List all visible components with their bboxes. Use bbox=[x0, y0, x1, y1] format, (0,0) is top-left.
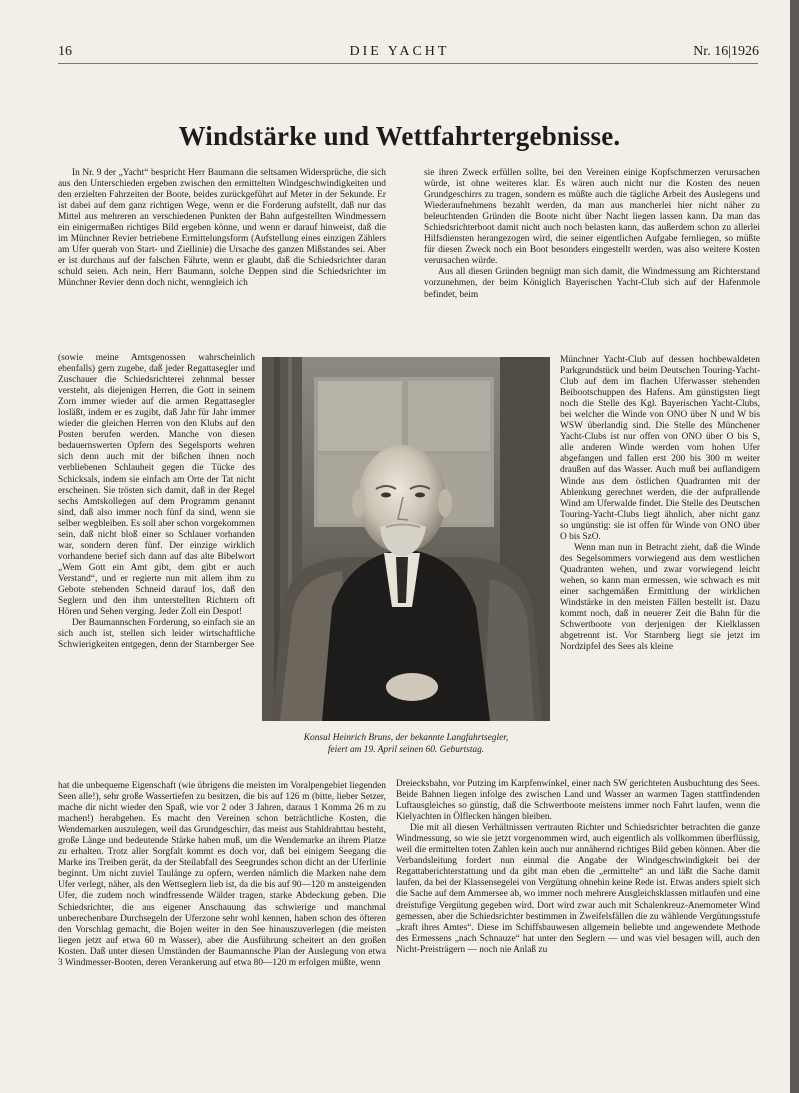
magazine-title: DIE YACHT bbox=[349, 44, 450, 59]
left-column-top bbox=[58, 168, 386, 356]
portrait-photo bbox=[262, 357, 550, 721]
paragraph: (sowie meine Amtsgenossen wahrscheinlich ebenfalls) gern zugebe, daß jeder Regattasegler und Zuschauer die Schiedsrichterei zehnmal besser versteht, als diejenigen Herren, die Gott in seinem Zorn immer wieder auf die armen Regattasegler losläßt, indem er es zugibt, daß Jahr für Jahr immer wieder die gleichen Herren von den Klubs auf den Posten berufen werden. Manche von diesen bedauernswerten Opfern des Segelsports wehren sich denn auch mit der bißchen ihnen noch verbliebenen Schlauheit gegen die Tücke des Schicksals, indem sie einfach am Orte der Tat nicht erscheinen. Sie trösten sich damit, daß in der Regel sechs Amtskollegen auf dem Programm genannt sind, daß also immer noch fünf da sind, wenn sie selber wegbleiben. Es soll aber schon vorgekommen sein, daß nicht bloß einer so Schlauer vorhanden war, sondern deren fünf. Der einzige wirklich vorhandene berief sich dann auf das alte Bibelwort „Wem Gott ein Amt gibt, dem gibt er auch Verstand“, und er regierte nun mit allem ihm zu Gebote stehenden Schneid darauf los, daß den Seglern und den ihm unterstellten Richtern oft Hören und Sehen verging. Jeder Zoll ein Despot! bbox=[58, 353, 255, 618]
paragraph: Die mit all diesen Verhältnissen vertrauten Richter und Schiedsrichter betrachten die ganze Windmessung, so wie sie jetzt vorgenommen wird, auch eigentlich als vollkommen überflüssig, weil die ermittelten toten Zahlen kein auch nur annähernd richtiges Bild geben können. Aber die Verbandsleitung fordert nun einmal die Angabe der Windgeschwindigkeit bei der Regattaberichterstattung und da gibt man eben die „ermittelte“ an und läßt die Sache damit laufen, da bei der Klassensegelei von Vergütung ohnehin keine Rede ist. Etwas anders spielt sich die Sache auf dem Ammersee ab, wo immer noch mehrere Ausgleichsklassen mitlaufen und eine dreistufige Vergütung gegeben wird. Dort wird zwar auch mit Schalenkreuz-Anemometer Wind gemessen, aber die Schiedsrichter bestimmen in Zweifelsfällen die zu wählende Vergütungsstufe „kraft ihres Amtes“. Diese im Schiffsbauwesen allgemein beliebte und angewendete Methode des Ermessens „nach Schnauze“ hat unter den Seglern — und was viel besagen will, auch den Nicht-Preisträgern — noch nie Anlaß zu bbox=[396, 823, 760, 955]
left-column-narrow bbox=[58, 353, 255, 779]
paragraph: Der Baumannschen Forderung, so einfach sie an sich auch ist, stellen sich leider wirtschaftliche Schwierigkeiten entgegen, denn der Starnberger See bbox=[58, 618, 255, 651]
caption-line: feiert am 19. April seinen 60. Geburtstag. bbox=[327, 744, 485, 755]
caption-line: Konsul Heinrich Bruns, der bekannte Langfahrtsegler, bbox=[303, 733, 509, 743]
header-rule bbox=[58, 63, 758, 64]
right-column-top bbox=[424, 168, 760, 355]
paragraph: In Nr. 9 der „Yacht“ bespricht Herr Baumann die seltsamen Widersprüche, die sich aus den Unterschieden ergeben zwischen den ermittelten Windgeschwindigkeiten und den erzielten Fahrzeiten der Boote, beides zurückgeführt auf Meter in der Sekunde. Er ist dabei auf dem ganz richtigen Wege, wenn er die Forderung aufstellt, daß nur das Mittel aus mehreren an verschiedenen Punkten der Bahn aufgestellten Windmessern ein einigermaßen richtiges Bild ergeben könne, und wenn er darauf hinweist, daß die im Münchner Revier betriebene Ermittelungsform (Aufstellung eines einzigen Zählers am Ufer querab von Start- und Ziellinie) die Ursache des ganzen Mißstandes sei. Aber er ist durchaus auf der falschen Fährte, wenn er glaubt, daß die Schiedsrichter daran schuld seien. Ach nein, Herr Baumann, solche Deppen sind die Schiedsrichter im Münchner Revier denn doch nicht, wenngleich ich bbox=[58, 168, 386, 289]
scan-edge bbox=[790, 0, 799, 1093]
page-number: 16 bbox=[58, 44, 72, 59]
paragraph: Aus all diesen Gründen begnügt man sich damit, die Windmessung am Richterstand vorzunehmen, der beim Königlich Bayerischen Yacht-Club sich auf der Hafenmole befindet, beim bbox=[424, 267, 760, 300]
right-column-narrow bbox=[560, 355, 760, 776]
paragraph: hat die unbequeme Eigenschaft (wie übrigens die meisten im Voralpengebiet liegenden Seen alle!), sehr große Wassertiefen zu besitzen, die bis auf 126 m (bitte, lieber Setzer, mache dir nicht wieder den Spaß, wie vor 2 oder 3 Jahren, daraus 1 Komma 26 m zu machen!) herabgehen. Es macht den Vereinen schon beträchtliche Kosten, die Wendemarken auszulegen, weil das Grundgeschirr, das meist aus Stahldrahttau besteht, große Länge und bedeutende Stärke haben muß, um die Wendemarke an ihrem Platze zu erhalten. Trotz aller Sorgfalt kommt es doch vor, daß bei einigem Seegang die Marke ins Treiben gerät, da der Steilabfall des Seegrundes schon dicht an der Uferlinie beginnt. Um nicht zuviel Taulänge zu opfern, werden nämlich die Marken nahe dem Ufer verlegt, näher, als den Wettseglern lieb ist, da die bis auf 90—120 m ansteigenden Ufer, die zudem noch windfressende Wälder tragen, starke Abdeckung geben. Die Schiedsrichter, die aus eigener Anschauung das schwierige und manchmal unberechenbare Durchsegeln der Uferzone sehr wohl kennen, haben schon des öfteren den Vorschlag gemacht, die Bojen weiter in den See hinauszuverlegen (die meisten liegen jetzt auf etwa 60 m Wasser), aber die Ausführung scheitert an den großen Kosten. Daß unter diesen Umständen der Baumannsche Plan der Auslegung von etwa 3 Windmesser-Booten, deren Verankerung auf etwa 80—120 m erfolgen müßte, wenn bbox=[58, 781, 386, 968]
photo-caption bbox=[262, 733, 550, 756]
right-column-bottom bbox=[396, 779, 760, 1081]
paragraph: Dreiecksbahn, vor Putzing im Karpfenwinkel, einer nach SW gerichteten Ausbuchtung des Sees. Beide Bahnen liegen infolge des zwischen Land und Wasser an warmen Tagen stattfindenden Luftausgleiches so günstig, daß die Schwertboote meistens immer noch Fahrt laufen, wenn die Kielyachten in Ölflecken hängen bleiben. bbox=[396, 779, 760, 823]
paragraph: Wenn man nun in Betracht zieht, daß die Winde des Segelsommers vorwiegend aus dem westlichen Quadranten wehen, und zwar vorwiegend leicht wehen, so kann man ermessen, wie schwach es mit einer sachgemäßen Ermittlung der wirklichen Windstärke in den meisten Fällen bestellt ist. Dazu kommt noch, daß in neuerer Zeit die Bahn für die Schwertboote von derjenigen der Kielklassen abgetrennt ist. Vor Starnberg liegt sie jetzt im Nordzipfel des Sees als kleine bbox=[560, 542, 760, 653]
paragraph: Münchner Yacht-Club auf dessen hochbewaldeten Parkgrundstück und beim Deutschen Touring-Yacht-Club auf dem im flachen Uferwasser stehenden Beibootschuppen des Hafens. Am günstigsten liegt noch die Stelle des Kgl. Bayerischen Yacht-Clubs, bei welcher die Winde von ONO über N und W bis WSW überlandig sind. Die Stelle des Münchener Yacht-Clubs ist nur offen von ONO über O bis S, alle anderen Winde werden vom hohen Ufer abgefangen und fallen erst 200 bis 300 m weiter draußen auf das Wasser. Auch muß bei auflandigem Winde aus dem östlichen Quadranten mit der Ablenkung gerechnet werden, die der aufprallende Wind am Uferwalde findet. Die Stelle des Deutschen Touring-Yacht-Clubs liegt ähnlich, aber nicht ganz so ungünstig: sie ist offen für Winde von ONO über O bis SzO. bbox=[560, 355, 760, 542]
article-title: Windstärke und Wettfahrtergebnisse. bbox=[178, 121, 621, 151]
left-column-bottom bbox=[58, 781, 386, 1081]
issue-number: Nr. 16|1926 bbox=[693, 44, 759, 59]
paragraph: sie ihren Zweck erfüllen sollte, bei den Vereinen einige Kopfschmerzen verursachen würde, ist ohne weiteres klar. Es wären auch nicht nur die Kosten des neuen Grundgeschirrs zu tragen, sondern es müßte auch die tägliche Arbeit des Auslegens und Wiederaufnehmens bezahlt werden, da man aus mancherlei hier nicht näher zu beleuchtenden Gründen die Boote nicht über Nacht liegen lassen kann. Da man das Schiedsrichterboot damit nicht auch noch belasten kann, das außerdem schon zu allerlei Hilfsdiensten herangezogen wird, die seiner eigentlichen Aufgabe fernliegen, so müßte für diesen Zweck noch ein Boot besonders eingestellt werden, was also weitere Kosten verursachen würde. bbox=[424, 168, 760, 267]
portrait-illustration bbox=[262, 357, 550, 721]
